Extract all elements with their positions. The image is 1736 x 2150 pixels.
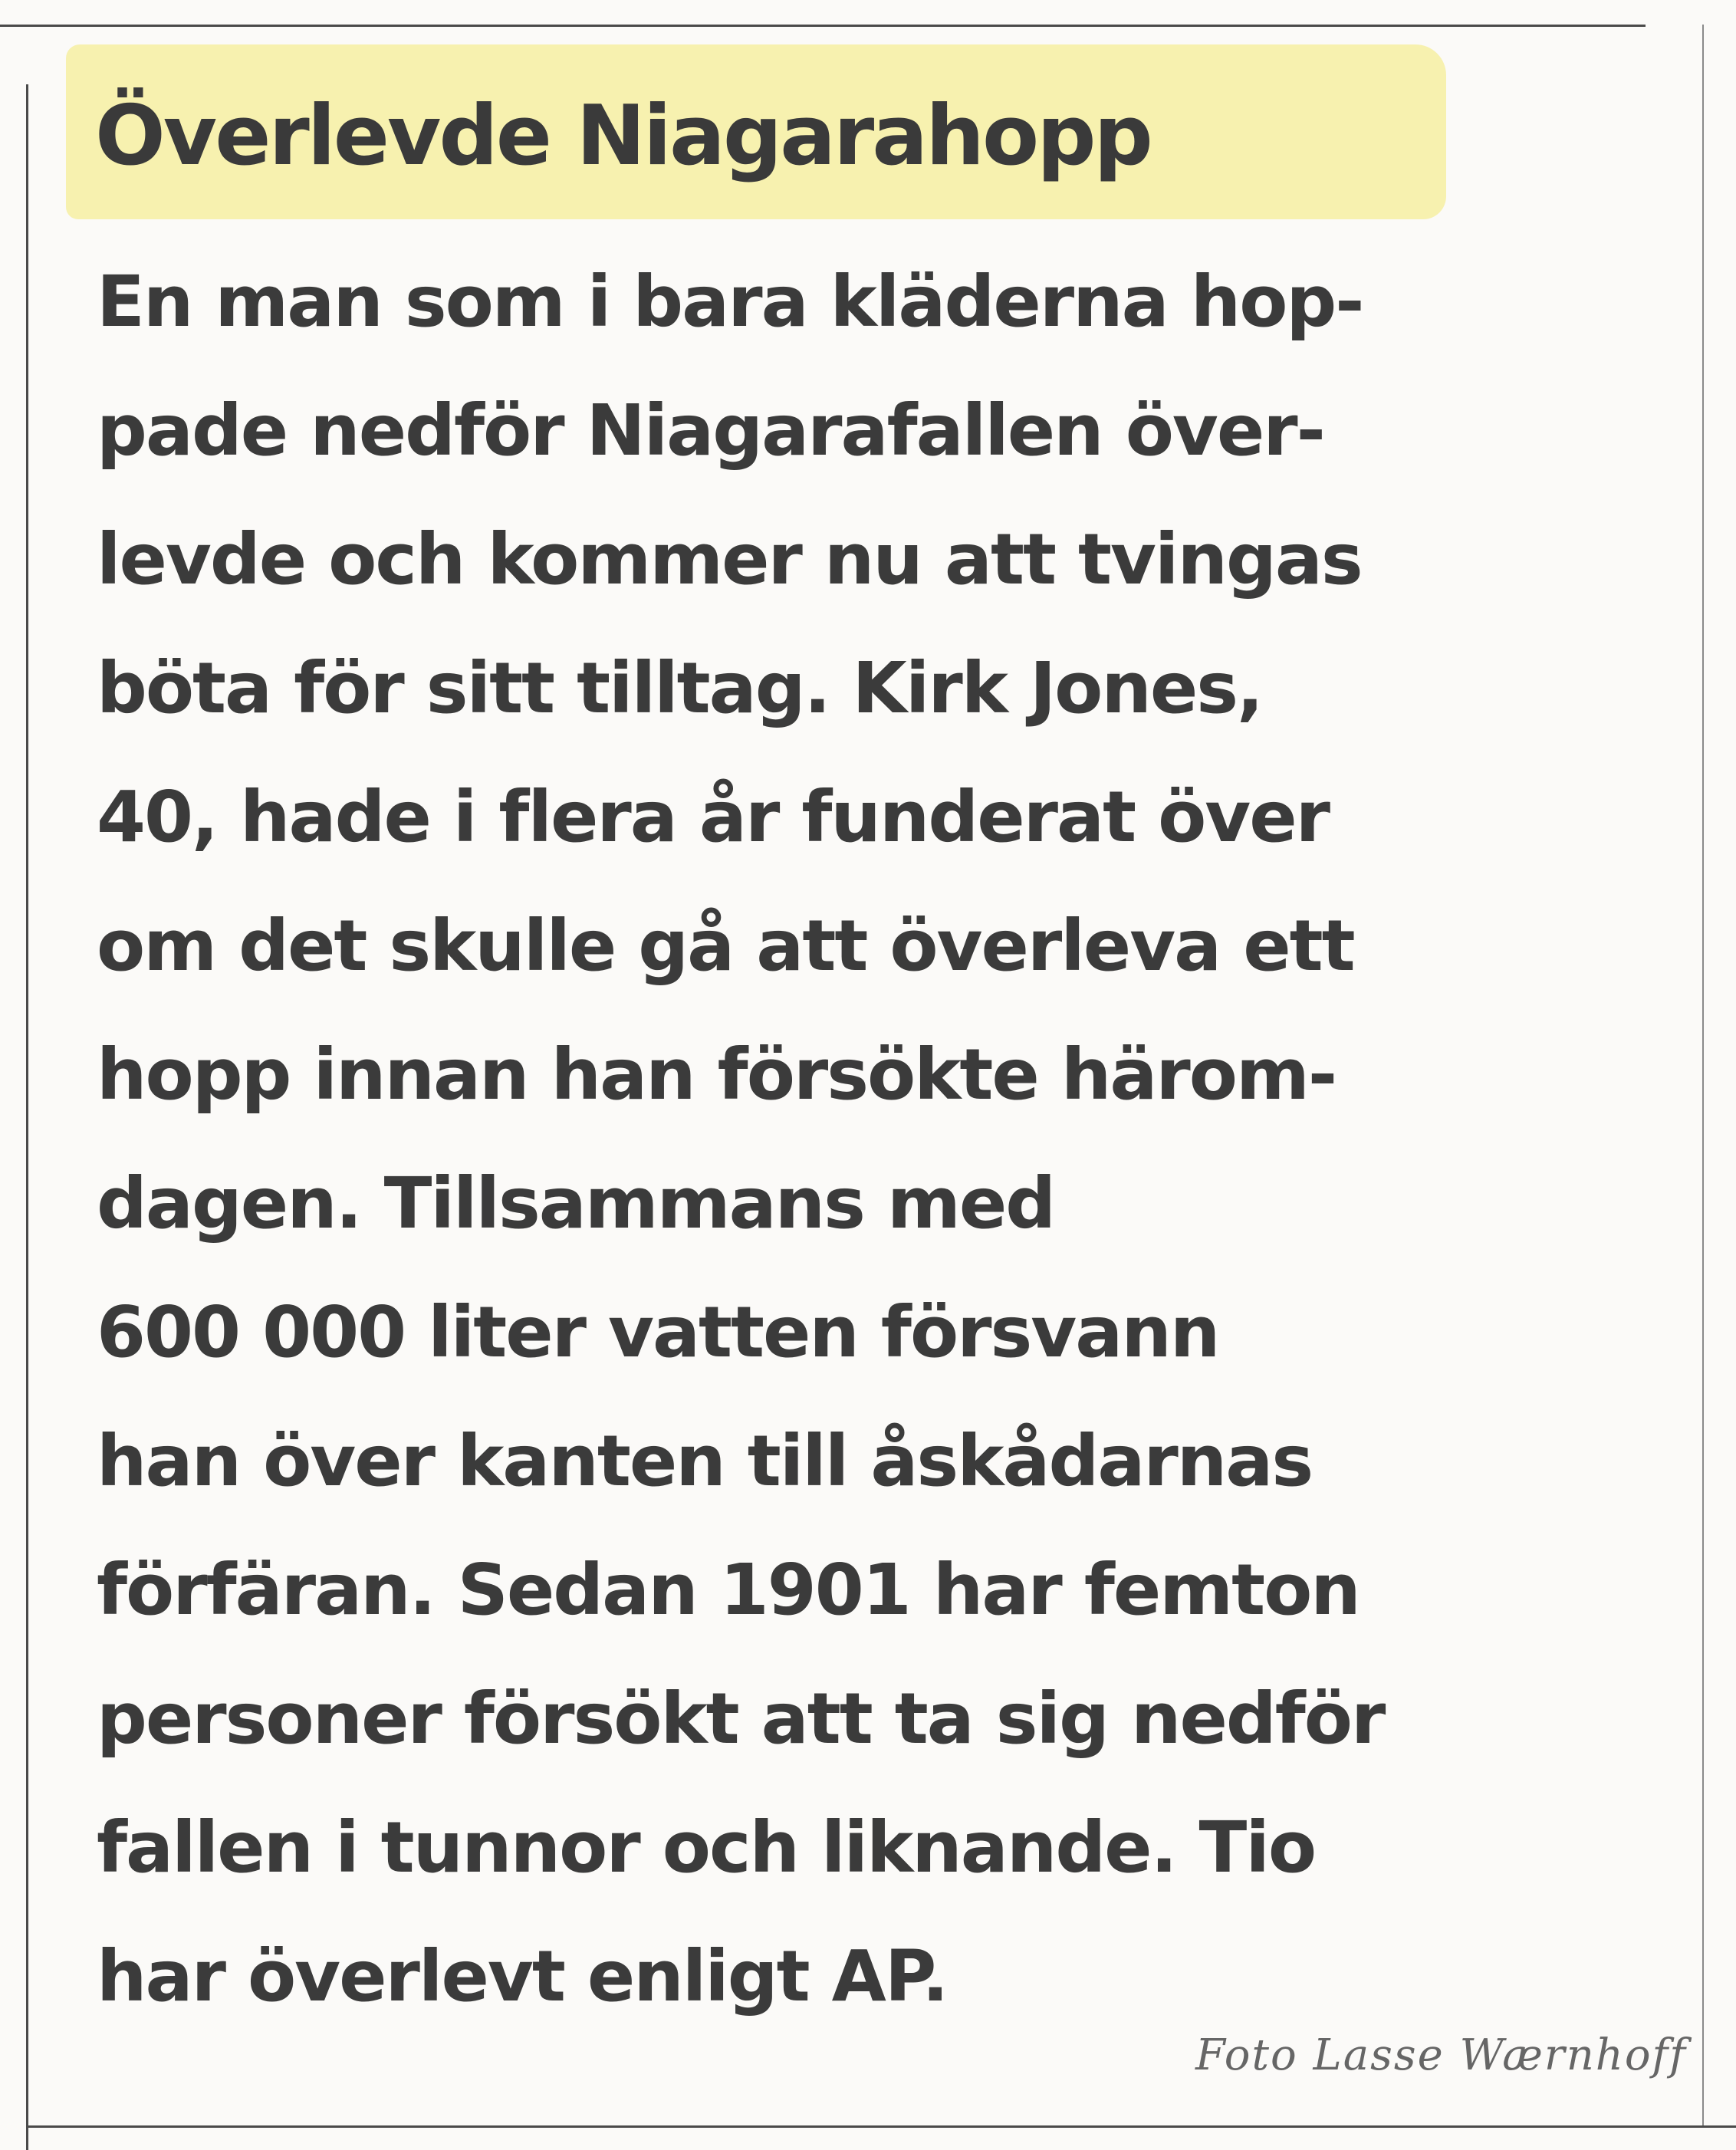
photo-credit: Foto Lasse Wærnhoff — [1195, 2030, 1687, 2080]
article-body — [97, 238, 1676, 2041]
article-line: dagen. Tillsammans med — [97, 1162, 1055, 1244]
article-line: förfäran. Sedan 1901 har femton — [97, 1549, 1360, 1631]
article-line: levde och kommer nu att tvingas — [97, 518, 1362, 600]
article-line: personer försökt att ta sig nedför — [97, 1678, 1385, 1760]
article-line: 40, hade i flera år funderat över — [97, 776, 1330, 858]
article-line: har överlevt enligt AP. — [97, 1935, 948, 2017]
article-line: hopp innan han försökte härom- — [97, 1034, 1337, 1116]
article-line: 600 000 liter vatten försvann — [97, 1291, 1219, 1373]
article-line: pade nedför Niagarafallen över- — [97, 390, 1324, 472]
article-line: böta för sitt tilltag. Kirk Jones, — [97, 647, 1262, 729]
top-border-line — [0, 25, 1646, 27]
article-line: han över kanten till åskådarnas — [97, 1420, 1313, 1502]
article-headline: Överlevde Niagarahopp — [95, 88, 1151, 184]
bottom-border-line — [28, 2125, 1736, 2128]
article-line: En man som i bara kläderna hop- — [97, 261, 1363, 343]
article-line: fallen i tunnor och liknande. Tio — [97, 1806, 1316, 1889]
right-border-line — [1702, 25, 1704, 2125]
article-line: om det skulle gå att överleva ett — [97, 905, 1354, 987]
left-border-line — [26, 84, 28, 2150]
